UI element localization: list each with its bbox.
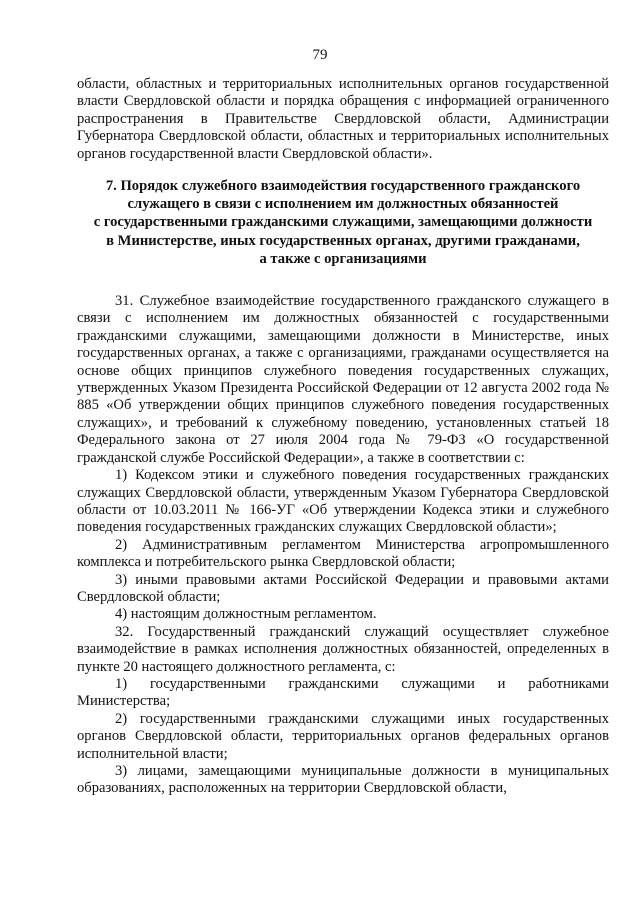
intro-paragraph: области, областных и территориальных исполнительных органов государственной власти Свердловской области и порядка обращения с информацией ограниченного распространения в Правительстве Свердловской области, Администрации Губернатора Свердловской области, областных и территориальных исполнительных органов государственной власти Свердловской области». — [77, 76, 609, 162]
section-heading-line: а также с организациями — [259, 250, 427, 267]
paragraph-31: 31. Служебное взаимодействие государственного гражданского служащего в связи с исполнением им должностных обязанностей с государственными гражданскими служащими, замещающими должности в Министерстве, иных государственных органах, а также с организациями, гражданами осуществляется на основе общих принципов служебного поведения государственных служащих, утвержденных Указом Президента Российской Федерации от 12 августа 2002 года № 885 «Об утверждении общих принципов служебного поведения государственных служащих», и требований к служебному поведению, установленных статьей 18 Федерального закона от 27 июля 2004 года № 79-ФЗ «О государственной гражданской службе Российской Федерации», а также в соответствии с: — [77, 293, 609, 466]
list-item-31-1: 1) Кодексом этики и служебного поведения государственных гражданских служащих Свердловской области, утвержденным Указом Губернатора Свердловской области от 10.03.2011 № 166-УГ «Об утверждении Кодекса этики и служебного поведения государственных гражданских служащих Свердловской области»; — [77, 467, 609, 536]
list-item-32-1: 1) государственными гражданскими служащими и работниками Министерства; — [77, 675, 609, 710]
section-heading-line: в Министерстве, иных государственных органах, другими гражданами, — [106, 232, 580, 249]
section-heading-line: служащего в связи с исполнением им должностных обязанностей — [127, 196, 559, 213]
list-item-32-2: 2) государственными гражданскими служащими иных государственных органов Свердловской области, территориальных органов федеральных органов исполнительной власти; — [77, 710, 609, 762]
list-item-31-4: 4) настоящим должностным регламентом. — [115, 606, 377, 623]
section-heading-line: с государственными гражданскими служащими, замещающими должности — [93, 214, 593, 231]
document-body — [77, 76, 609, 798]
list-item-32-3: 3) лицами, замещающими муниципальные должности в муниципальных образованиях, расположенных на территории Свердловской области, — [77, 763, 609, 797]
section-heading-line: 7. Порядок служебного взаимодействия государственного гражданского — [105, 178, 581, 195]
list-item-31-3: 3) иными правовыми актами Российской Федерации и правовыми актами Свердловской области; — [77, 571, 609, 605]
section-heading — [77, 177, 609, 268]
paragraph-32: 32. Государственный гражданский служащий осуществляет служебное взаимодействие в рамках исполнения должностных обязанностей, определенных в пункте 20 настоящего должностного регламента, с: — [77, 623, 609, 675]
page-number: 79 — [312, 47, 328, 63]
list-item-31-2: 2) Административным регламентом Министерства агропромышленного комплекса и потребительского рынка Свердловской области; — [77, 536, 609, 571]
